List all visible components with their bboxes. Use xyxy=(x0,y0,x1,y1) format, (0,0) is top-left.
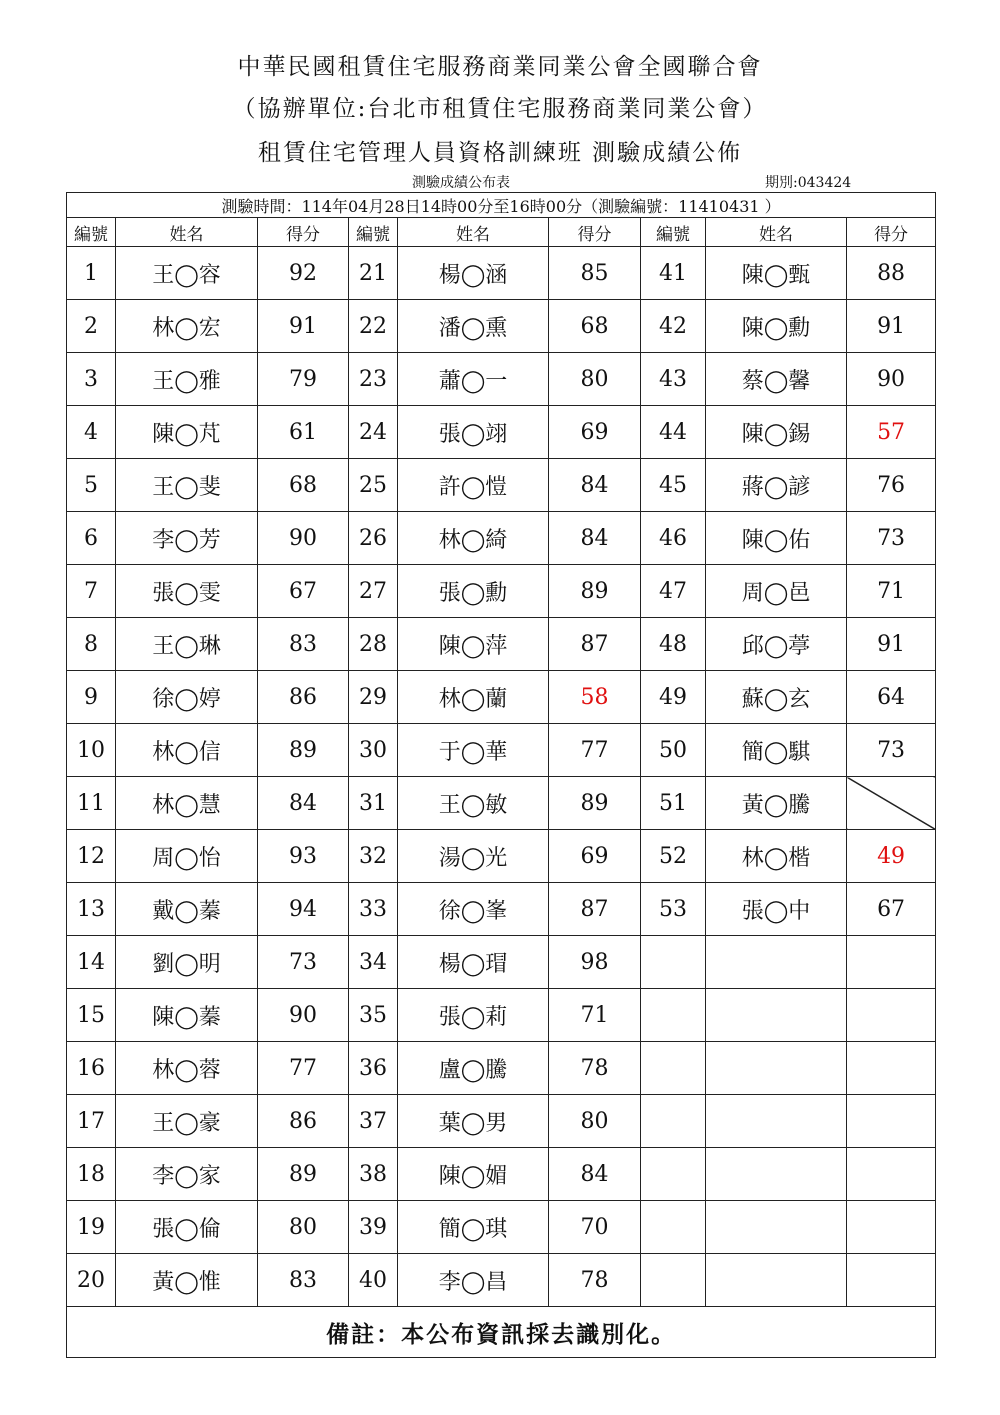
cell-score: 73 xyxy=(847,512,936,565)
empty-cell xyxy=(847,1201,936,1254)
cell-name: 湯◯光 xyxy=(398,830,549,883)
cell-no: 2 xyxy=(67,300,116,353)
cell-name: 潘◯熏 xyxy=(398,300,549,353)
cell-score: 87 xyxy=(549,618,641,671)
cell-name: 蔡◯馨 xyxy=(706,353,847,406)
empty-cell xyxy=(641,1201,706,1254)
cell-no: 35 xyxy=(349,989,398,1042)
cell-score: 70 xyxy=(549,1201,641,1254)
table-row xyxy=(67,883,936,936)
empty-cell xyxy=(641,936,706,989)
empty-cell xyxy=(847,936,936,989)
cell-score: 76 xyxy=(847,459,936,512)
cell-name: 徐◯婷 xyxy=(116,671,258,724)
cell-no: 29 xyxy=(349,671,398,724)
cell-no: 48 xyxy=(641,618,706,671)
table-row xyxy=(67,1042,936,1095)
cell-no: 33 xyxy=(349,883,398,936)
table-row xyxy=(67,247,936,300)
cell-no: 37 xyxy=(349,1095,398,1148)
cell-name: 王◯豪 xyxy=(116,1095,258,1148)
cell-score: 86 xyxy=(258,671,349,724)
cell-no: 16 xyxy=(67,1042,116,1095)
cell-name: 簡◯騏 xyxy=(706,724,847,777)
cell-name: 戴◯蓁 xyxy=(116,883,258,936)
cell-score: 68 xyxy=(258,459,349,512)
table-row xyxy=(67,565,936,618)
table-row xyxy=(67,989,936,1042)
header-name: 姓名 xyxy=(398,218,549,247)
cell-no: 36 xyxy=(349,1042,398,1095)
cell-no: 4 xyxy=(67,406,116,459)
header-no: 編號 xyxy=(641,218,706,247)
cell-score: 83 xyxy=(258,1254,349,1307)
cell-score: 73 xyxy=(258,936,349,989)
cell-name: 張◯勳 xyxy=(398,565,549,618)
cell-no: 14 xyxy=(67,936,116,989)
cell-score: 61 xyxy=(258,406,349,459)
cell-score: 77 xyxy=(258,1042,349,1095)
cell-name: 楊◯瑁 xyxy=(398,936,549,989)
table-row xyxy=(67,724,936,777)
empty-cell xyxy=(706,1201,847,1254)
empty-cell xyxy=(706,1148,847,1201)
cell-name: 蕭◯一 xyxy=(398,353,549,406)
table-row xyxy=(67,671,936,724)
cell-score: 69 xyxy=(549,830,641,883)
cell-score: 73 xyxy=(847,724,936,777)
cell-name: 張◯莉 xyxy=(398,989,549,1042)
header-score: 得分 xyxy=(258,218,349,247)
table-row xyxy=(67,830,936,883)
cell-name: 邱◯葶 xyxy=(706,618,847,671)
table-row xyxy=(67,300,936,353)
cell-name: 林◯綺 xyxy=(398,512,549,565)
cell-no: 43 xyxy=(641,353,706,406)
cell-no: 42 xyxy=(641,300,706,353)
table-row xyxy=(67,936,936,989)
cell-name: 張◯倫 xyxy=(116,1201,258,1254)
cell-name: 林◯蘭 xyxy=(398,671,549,724)
cell-no: 9 xyxy=(67,671,116,724)
cell-no: 22 xyxy=(349,300,398,353)
cell-score: 90 xyxy=(258,989,349,1042)
cell-name: 蘇◯玄 xyxy=(706,671,847,724)
cell-no: 28 xyxy=(349,618,398,671)
empty-cell xyxy=(641,1042,706,1095)
table-row xyxy=(67,1095,936,1148)
cell-score: 57 xyxy=(847,406,936,459)
cell-name: 林◯信 xyxy=(116,724,258,777)
table-row xyxy=(67,1201,936,1254)
table-row xyxy=(67,618,936,671)
cell-name: 林◯宏 xyxy=(116,300,258,353)
cell-name: 李◯家 xyxy=(116,1148,258,1201)
cell-no: 18 xyxy=(67,1148,116,1201)
cell-score: 77 xyxy=(549,724,641,777)
cell-no: 3 xyxy=(67,353,116,406)
cell-name: 張◯雯 xyxy=(116,565,258,618)
empty-cell xyxy=(706,936,847,989)
cell-no: 47 xyxy=(641,565,706,618)
cell-score: 91 xyxy=(847,300,936,353)
cell-no: 51 xyxy=(641,777,706,830)
cell-name: 林◯慧 xyxy=(116,777,258,830)
document-title: 中華民國租賃住宅服務商業同業公會全國聯合會 xyxy=(237,54,763,80)
empty-cell xyxy=(706,1254,847,1307)
table-row xyxy=(67,459,936,512)
cell-score: 64 xyxy=(847,671,936,724)
cell-no: 25 xyxy=(349,459,398,512)
cell-score: 79 xyxy=(258,353,349,406)
cell-score: 84 xyxy=(549,512,641,565)
cell-no: 44 xyxy=(641,406,706,459)
cell-no: 6 xyxy=(67,512,116,565)
header-no: 編號 xyxy=(67,218,116,247)
table-row xyxy=(67,1148,936,1201)
score-table xyxy=(66,192,936,1358)
cell-name: 張◯翊 xyxy=(398,406,549,459)
cell-score: 78 xyxy=(549,1254,641,1307)
cell-name: 陳◯萍 xyxy=(398,618,549,671)
cell-score: 89 xyxy=(258,1148,349,1201)
cell-name: 王◯容 xyxy=(116,247,258,300)
cell-name: 王◯琳 xyxy=(116,618,258,671)
co-organizer-line: （協辦單位:台北市租賃住宅服務商業同業公會） xyxy=(232,96,768,122)
cell-name: 黃◯惟 xyxy=(116,1254,258,1307)
cell-score: 85 xyxy=(549,247,641,300)
empty-cell xyxy=(641,989,706,1042)
cell-score: 67 xyxy=(258,565,349,618)
cell-name: 王◯敏 xyxy=(398,777,549,830)
empty-cell xyxy=(641,1254,706,1307)
cell-name: 林◯楷 xyxy=(706,830,847,883)
table-row xyxy=(67,1254,936,1307)
cell-name: 林◯蓉 xyxy=(116,1042,258,1095)
cell-no: 41 xyxy=(641,247,706,300)
cell-name: 張◯中 xyxy=(706,883,847,936)
cell-name: 葉◯男 xyxy=(398,1095,549,1148)
empty-cell xyxy=(847,1042,936,1095)
cell-no: 49 xyxy=(641,671,706,724)
cell-name: 徐◯峯 xyxy=(398,883,549,936)
cell-score: 91 xyxy=(847,618,936,671)
cell-no: 39 xyxy=(349,1201,398,1254)
cell-score xyxy=(847,777,936,830)
table-row xyxy=(67,353,936,406)
cell-name: 周◯邑 xyxy=(706,565,847,618)
cell-no: 15 xyxy=(67,989,116,1042)
cell-score: 80 xyxy=(258,1201,349,1254)
empty-cell xyxy=(847,1148,936,1201)
cell-score: 86 xyxy=(258,1095,349,1148)
cell-name: 陳◯芃 xyxy=(116,406,258,459)
cell-no: 8 xyxy=(67,618,116,671)
empty-cell xyxy=(847,1095,936,1148)
cell-no: 11 xyxy=(67,777,116,830)
cell-no: 52 xyxy=(641,830,706,883)
cell-no: 19 xyxy=(67,1201,116,1254)
cell-no: 31 xyxy=(349,777,398,830)
cell-score: 89 xyxy=(549,777,641,830)
cell-name: 周◯怡 xyxy=(116,830,258,883)
cell-name: 王◯雅 xyxy=(116,353,258,406)
cell-score: 83 xyxy=(258,618,349,671)
cell-name: 楊◯涵 xyxy=(398,247,549,300)
cell-no: 24 xyxy=(349,406,398,459)
cell-score: 88 xyxy=(847,247,936,300)
cell-no: 32 xyxy=(349,830,398,883)
cell-score: 93 xyxy=(258,830,349,883)
cell-name: 盧◯騰 xyxy=(398,1042,549,1095)
cell-no: 13 xyxy=(67,883,116,936)
cell-no: 45 xyxy=(641,459,706,512)
cell-score: 84 xyxy=(258,777,349,830)
cell-score: 89 xyxy=(258,724,349,777)
cell-no: 7 xyxy=(67,565,116,618)
cell-name: 陳◯媚 xyxy=(398,1148,549,1201)
cell-score: 98 xyxy=(549,936,641,989)
header-name: 姓名 xyxy=(116,218,258,247)
empty-cell xyxy=(706,1042,847,1095)
cell-name: 蔣◯諺 xyxy=(706,459,847,512)
cell-no: 50 xyxy=(641,724,706,777)
cell-name: 黃◯騰 xyxy=(706,777,847,830)
cell-no: 34 xyxy=(349,936,398,989)
cell-name: 李◯芳 xyxy=(116,512,258,565)
table-row xyxy=(67,406,936,459)
cell-score: 49 xyxy=(847,830,936,883)
cell-no: 20 xyxy=(67,1254,116,1307)
session-number: 期別:043424 xyxy=(765,175,852,191)
cell-no: 12 xyxy=(67,830,116,883)
cell-score: 78 xyxy=(549,1042,641,1095)
cell-no: 10 xyxy=(67,724,116,777)
cell-score: 92 xyxy=(258,247,349,300)
header-score: 得分 xyxy=(549,218,641,247)
cell-score: 84 xyxy=(549,1148,641,1201)
cell-score: 67 xyxy=(847,883,936,936)
empty-cell xyxy=(706,1095,847,1148)
cell-no: 5 xyxy=(67,459,116,512)
cell-score: 87 xyxy=(549,883,641,936)
remark-note: 備註：本公布資訊採去識別化。 xyxy=(67,1307,936,1358)
cell-no: 17 xyxy=(67,1095,116,1148)
cell-no: 38 xyxy=(349,1148,398,1201)
cell-name: 李◯昌 xyxy=(398,1254,549,1307)
header-no: 編號 xyxy=(349,218,398,247)
document-subtitle: 租賃住宅管理人員資格訓練班 測驗成績公佈 xyxy=(257,140,743,166)
cell-score: 90 xyxy=(258,512,349,565)
empty-cell xyxy=(641,1148,706,1201)
cell-name: 陳◯佑 xyxy=(706,512,847,565)
cell-score: 80 xyxy=(549,1095,641,1148)
header-score: 得分 xyxy=(847,218,936,247)
cell-no: 1 xyxy=(67,247,116,300)
cell-no: 26 xyxy=(349,512,398,565)
cell-name: 簡◯琪 xyxy=(398,1201,549,1254)
cell-score: 94 xyxy=(258,883,349,936)
cell-name: 許◯愷 xyxy=(398,459,549,512)
cell-name: 于◯華 xyxy=(398,724,549,777)
empty-cell xyxy=(706,989,847,1042)
cell-name: 陳◯甄 xyxy=(706,247,847,300)
cell-no: 27 xyxy=(349,565,398,618)
cell-score: 80 xyxy=(549,353,641,406)
cell-score: 91 xyxy=(258,300,349,353)
cell-no: 53 xyxy=(641,883,706,936)
cell-score: 71 xyxy=(847,565,936,618)
cell-no: 23 xyxy=(349,353,398,406)
cell-score: 90 xyxy=(847,353,936,406)
header-name: 姓名 xyxy=(706,218,847,247)
cell-score: 69 xyxy=(549,406,641,459)
cell-score: 71 xyxy=(549,989,641,1042)
empty-cell xyxy=(641,1095,706,1148)
cell-no: 21 xyxy=(349,247,398,300)
empty-cell xyxy=(847,989,936,1042)
cell-no: 40 xyxy=(349,1254,398,1307)
cell-name: 陳◯勳 xyxy=(706,300,847,353)
empty-cell xyxy=(847,1254,936,1307)
table-caption: 測驗成績公布表 xyxy=(412,175,510,191)
cell-name: 陳◯錫 xyxy=(706,406,847,459)
exam-time-info: 測驗時間：114年04月28日14時00分至16時00分（測驗編號：11410431 ） xyxy=(67,193,936,218)
cell-name: 陳◯蓁 xyxy=(116,989,258,1042)
table-header-row xyxy=(67,218,936,247)
cell-score: 84 xyxy=(549,459,641,512)
table-row xyxy=(67,512,936,565)
cell-score: 58 xyxy=(549,671,641,724)
cell-no: 46 xyxy=(641,512,706,565)
cell-name: 劉◯明 xyxy=(116,936,258,989)
cell-no: 30 xyxy=(349,724,398,777)
cell-score: 89 xyxy=(549,565,641,618)
cell-name: 王◯斐 xyxy=(116,459,258,512)
cell-score: 68 xyxy=(549,300,641,353)
table-row xyxy=(67,777,936,830)
